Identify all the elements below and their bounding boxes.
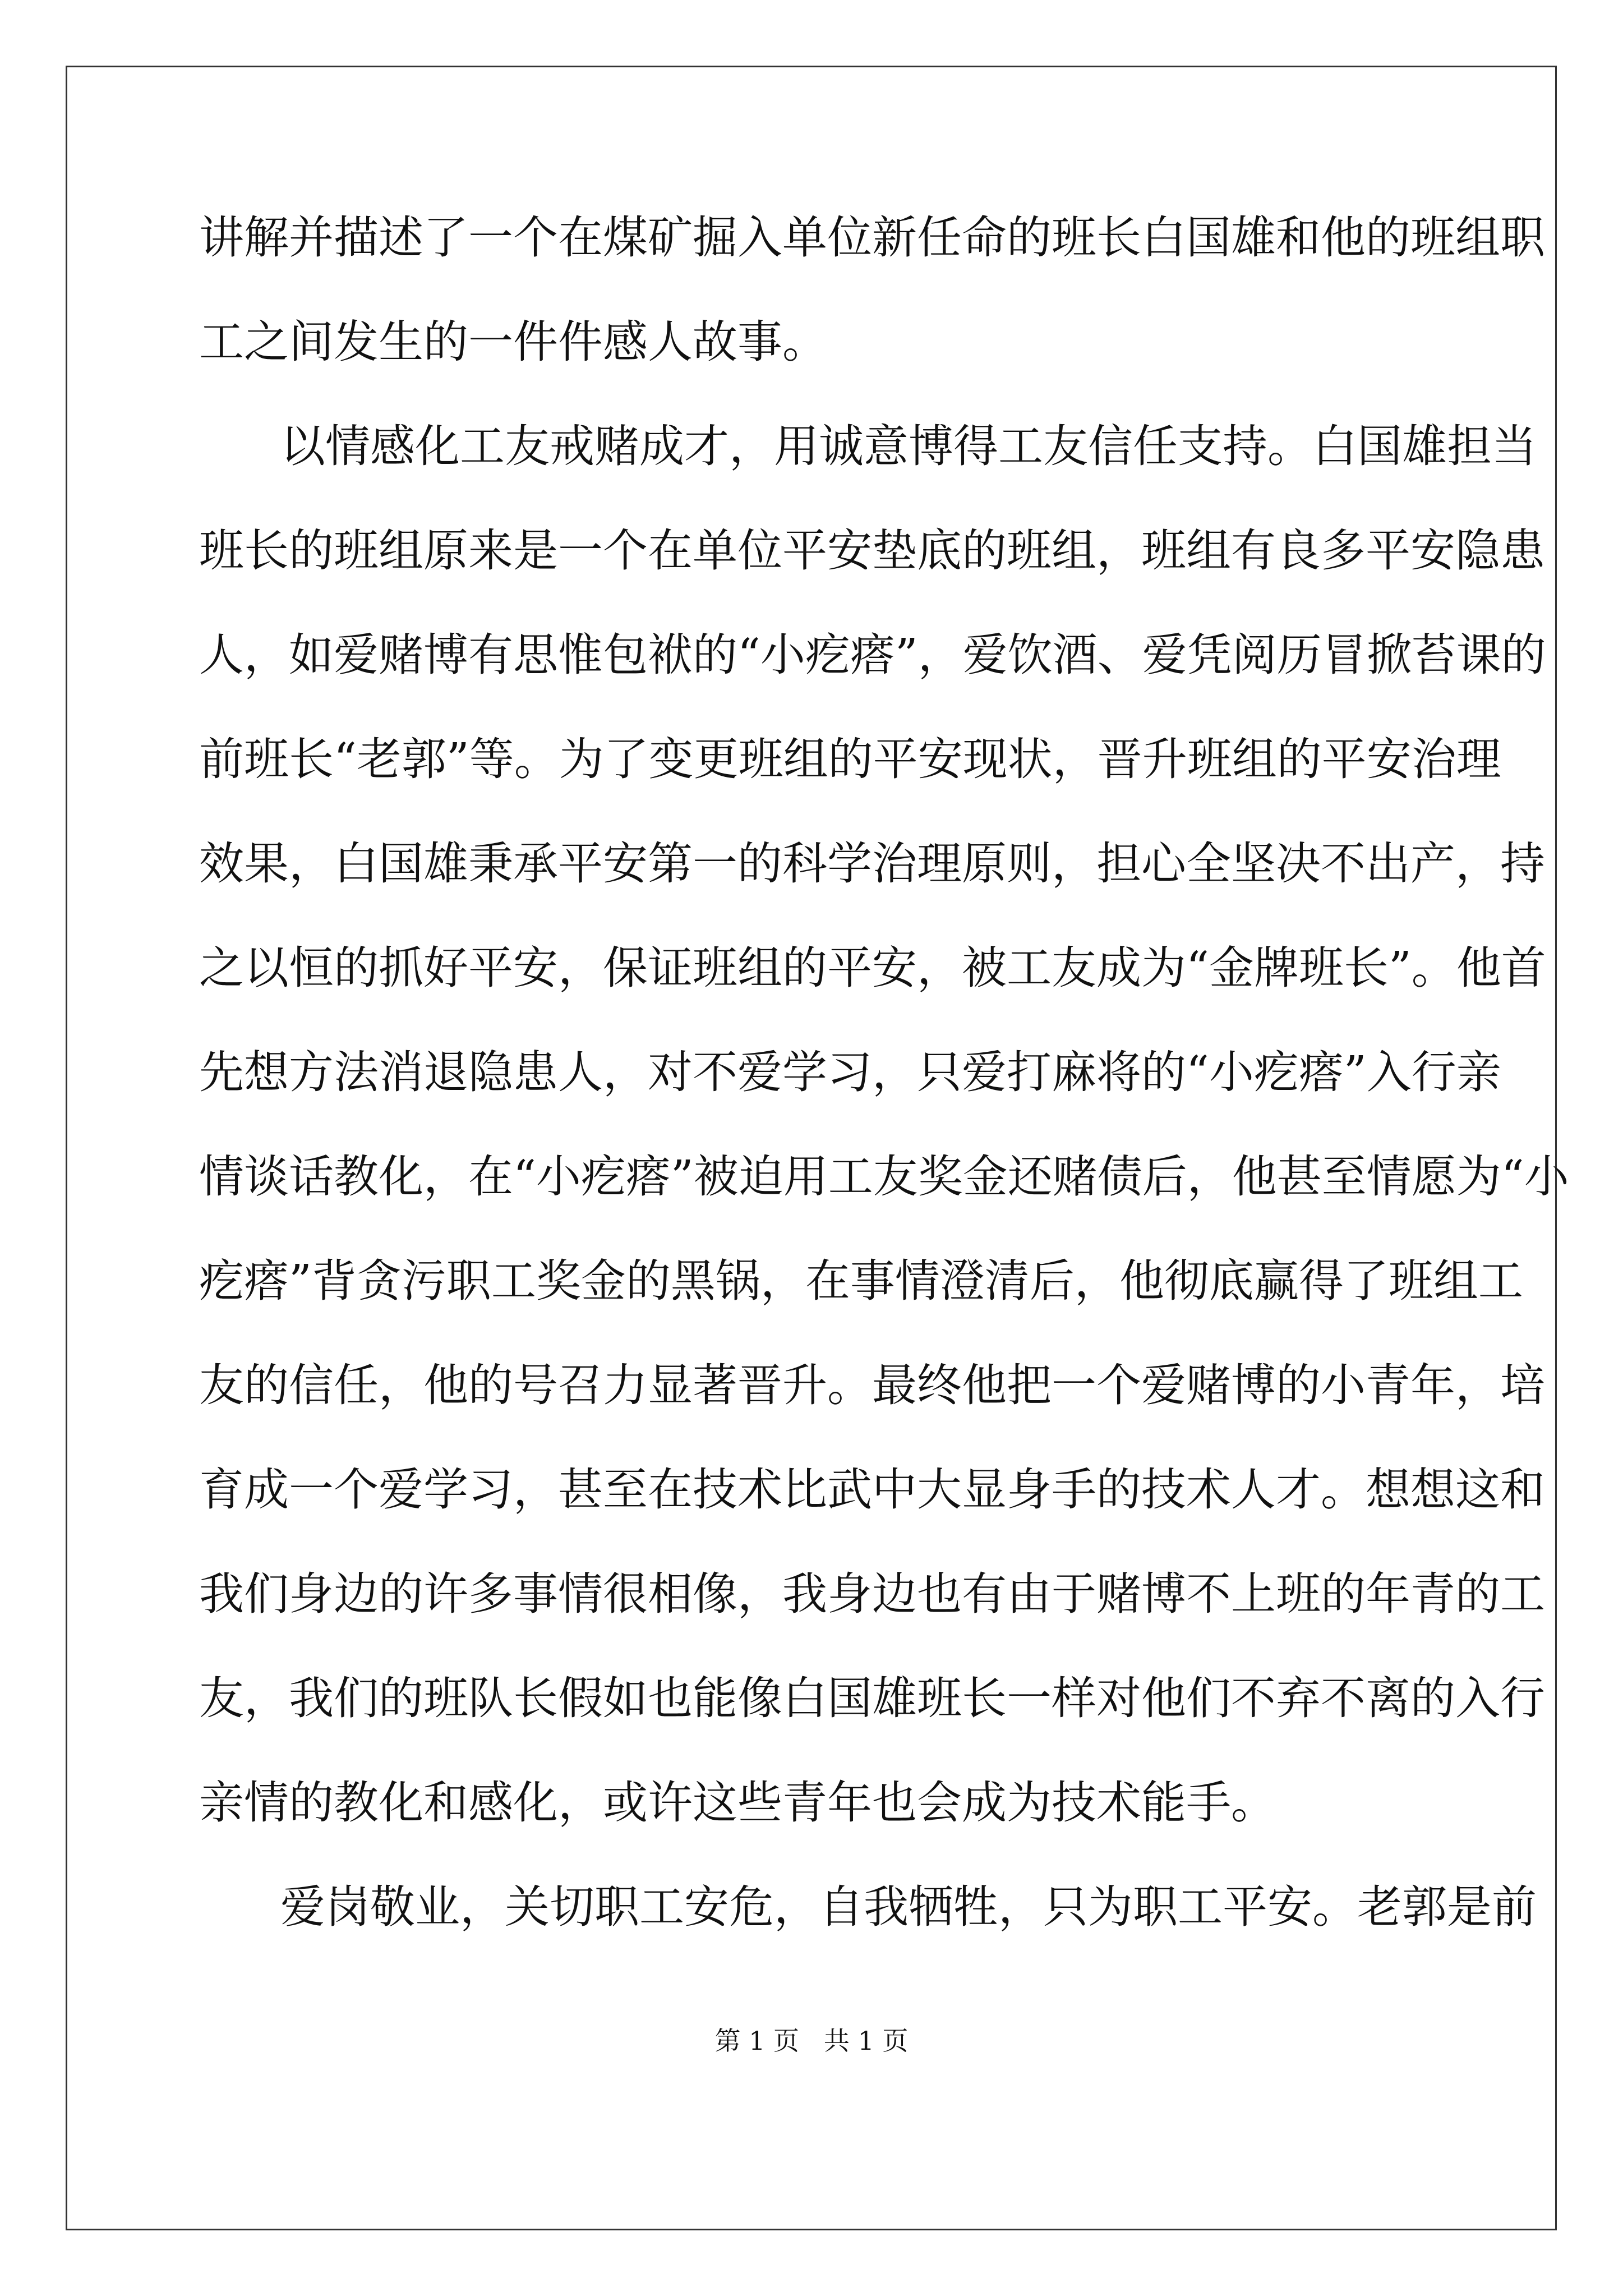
text-line: 前班长“老郭”等。为了变更班组的平安现状，晋升班组的平安治理: [199, 733, 1501, 785]
text-line: 情谈话教化，在“小疙瘩”被迫用工友奖金还赌债后，他甚至情愿为“小: [199, 1151, 1569, 1203]
text-line: 以情感化工友戒赌成才，用诚意博得工友信任支持。白国雄担当: [280, 420, 1537, 472]
text-line: 人，如爱赌博有思惟包袱的“小疙瘩”，爱饮酒、爱凭阅历冒掀苔课的: [199, 629, 1546, 681]
text-line: 效果，白国雄秉承平安第一的科学治理原则，担心全坚决不出产，持: [199, 838, 1545, 890]
document-body: [199, 211, 1569, 1985]
text-line: 先想方法消退隐患人，对不爱学习，只爱打麻将的“小疙瘩”入行亲: [199, 1046, 1501, 1098]
text-line: 爱岗敬业，关切职工安危，自我牺牲，只为职工平安。老郭是前: [280, 1881, 1537, 1933]
text-line: 友，我们的班队长假如也能像白国雄班长一样对他们不弃不离的入行: [199, 1672, 1545, 1724]
text-line: 讲解并描述了一个在煤矿掘入单位新任命的班长白国雄和他的班组职: [199, 211, 1545, 264]
text-line: 育成一个爱学习，甚至在技术比武中大显身手的技术人才。想想这和: [199, 1464, 1545, 1516]
text-line: 之以恒的抓好平安，保证班组的平安，被工友成为“金牌班长”。他首: [199, 942, 1546, 994]
text-line: 亲情的教化和感化，或许这些青年也会成为技术能手。: [199, 1777, 1276, 1829]
text-line: 疙瘩”背贪污职工奖金的黑锅，在事情澄清后，他彻底赢得了班组工: [199, 1255, 1523, 1307]
text-line: 友的信任，他的号召力显著晋升。最终他把一个爱赌博的小青年，培: [199, 1359, 1545, 1411]
text-line: 工之间发生的一件件感人故事。: [199, 316, 827, 368]
page-footer: 第 1 页 共 1 页: [714, 2026, 909, 2056]
text-line: 我们身边的许多事情很相像，我身边也有由于赌博不上班的年青的工: [199, 1568, 1545, 1620]
text-line: 班长的班组原来是一个在单位平安垫底的班组，班组有良多平安隐患: [199, 524, 1545, 577]
